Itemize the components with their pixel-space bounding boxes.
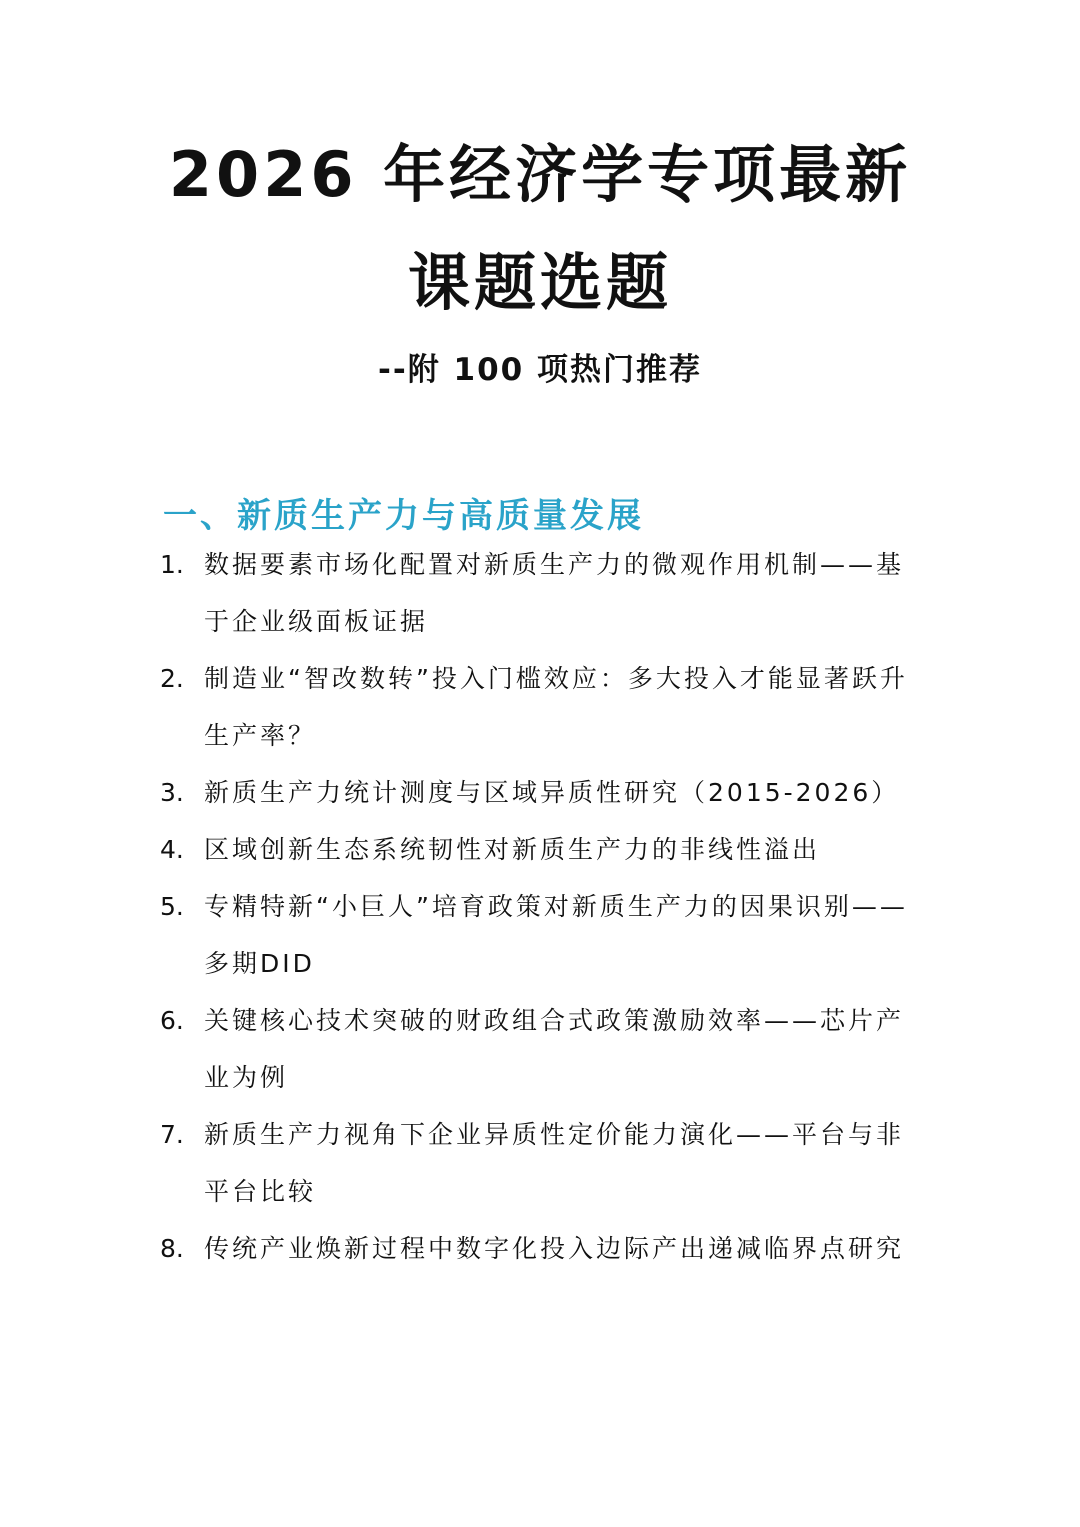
topic-item — [160, 764, 930, 821]
topic-item — [160, 536, 930, 650]
topic-list — [160, 536, 930, 1277]
topic-item — [160, 878, 930, 992]
topic-text: 制造业“智改数转”投入门槛效应：多大投入才能显著跃升生产率？ — [204, 664, 908, 750]
topic-number: 8. — [160, 1234, 184, 1263]
topic-number: 3. — [160, 778, 184, 807]
topic-number: 7. — [160, 1120, 184, 1149]
topic-item — [160, 650, 930, 764]
document-subtitle: --附 100 项热门推荐 — [377, 352, 703, 388]
topic-text: 传统产业焕新过程中数字化投入边际产出递减临界点研究 — [204, 1234, 905, 1263]
topic-text: 关键核心技术突破的财政组合式政策激励效率——芯片产业为例 — [204, 1006, 905, 1092]
document-title-line-2: 课题选题 — [407, 246, 672, 319]
topic-text: 新质生产力统计测度与区域异质性研究（2015-2026） — [204, 778, 900, 807]
topic-item — [160, 821, 930, 878]
topic-text: 数据要素市场化配置对新质生产力的微观作用机制——基于企业级面板证据 — [204, 550, 905, 636]
topic-text: 专精特新“小巨人”培育政策对新质生产力的因果识别——多期DID — [204, 892, 908, 978]
topic-number: 1. — [160, 550, 184, 579]
topic-number: 6. — [160, 1006, 184, 1035]
document-title-line-1: 2026 年经济学专项最新 — [168, 138, 912, 211]
topic-number: 2. — [160, 664, 184, 693]
topic-text: 区域创新生态系统韧性对新质生产力的非线性溢出 — [204, 835, 821, 864]
topic-item — [160, 1106, 930, 1220]
topic-number: 5. — [160, 892, 184, 921]
topic-number: 4. — [160, 835, 184, 864]
section-heading: 一、新质生产力与高质量发展 — [163, 496, 644, 537]
topic-item — [160, 992, 930, 1106]
topic-text: 新质生产力视角下企业异质性定价能力演化——平台与非平台比较 — [204, 1120, 905, 1206]
topic-item — [160, 1220, 930, 1277]
